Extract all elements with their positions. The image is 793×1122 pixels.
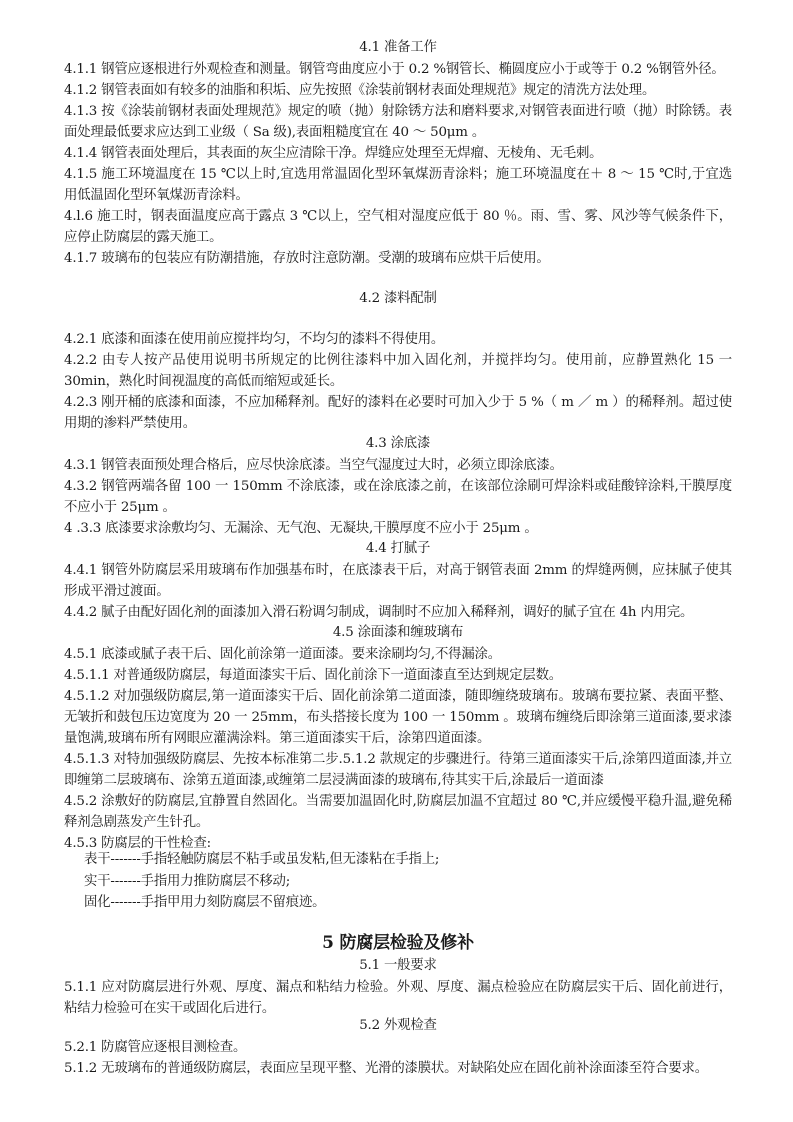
paragraph-5-1-2: 5.1.2 无玻璃布的普通级防腐层，表面应呈现平整、光滑的漆膜状。对缺陷处应在固化前补涂面漆至符合要求。 [64, 1061, 708, 1076]
chapter-title: 5 防腐层检验及修补 [322, 933, 474, 953]
section-4-4 [64, 538, 732, 623]
section-4-2 [64, 288, 732, 310]
section-4-5 [64, 622, 732, 854]
section-4-1 [64, 37, 732, 269]
paragraph-4-4-2: 4.4.2 腻子由配好固化剂的面漆加入滑石粉调匀制成，调制时不应加入稀释剂，调好的腻子宜在 4h 内用完。 [64, 605, 694, 620]
paragraph-4-3-3: 4 .3.3 底漆要求涂敷均匀、无漏涂、无气泡、无凝块,干膜厚度不应小于 25μm 。 [64, 521, 538, 536]
paragraph-4-5-1-1: 4.5.1.1 对普通级防腐层，每道面漆实干后、固化前涂下一道面漆直至达到规定层数。 [64, 668, 562, 683]
paragraph-4-5-1-2: 4.5.1.2 对加强级防腐层,第一道面漆实干后、固化前涂第二道面漆，随即缠绕玻璃布。玻璃布要拉紧、表面平整、无皱折和鼓包压边宽度为 20 一 25mm，布头搭接长度为 100 一 150mm 。玻璃布缠绕后即涂第三道面漆,要求漆量饱满,玻璃布所有网眼应灌满涂料。第三道面漆实干后，涂第四道面漆。 [64, 689, 732, 746]
section-heading: 4.5 涂面漆和缠玻璃布 [332, 625, 464, 640]
paragraph-4-1-2: 4.1.2 钢管表面如有较多的油脂和积垢、应先按照《涂装前钢材表面处理规范》规定的清洗方法处理。 [64, 83, 656, 98]
section-heading: 4.4 打腻子 [365, 541, 431, 556]
section-heading: 4.2 漆料配制 [359, 291, 437, 306]
section-heading: 5.2 外观检查 [359, 1018, 437, 1033]
paragraph-4-1-1: 4.1.1 钢管应逐根进行外观检查和测量。钢管弯曲度应小于 0.2 %钢管长、椭圆度应小于或等于 0.2 %钢管外径。 [64, 62, 725, 77]
paragraph-4-5-2: 4.5.2 涂敷好的防腐层,宜静置自然固化。当需要加温固化时,防腐层加温不宜超过 80 ℃,并应缓慢平稳升温,避免稀释剂急剧蒸发产生针孔。 [64, 794, 732, 830]
paragraph-4-2-3: 4.2.3 刚开桶的底漆和面漆，不应加稀释剂。配好的漆料在必要时可加入少于 5 %（ m ／ m ）的稀释剂。超过使用期的渗料严禁使用。 [64, 395, 732, 431]
paragraph-4-3-2: 4.3.2 钢管两端各留 100 一 150mm 不涂底漆，或在涂底漆之前，在该部位涂刷可焊涂料或硅酸锌涂料,干膜厚度不应小于 25μm 。 [64, 479, 732, 515]
paragraph-4-1-6: 4.l.6 施工时，钢表面温度应高于露点 3 ℃以上，空气相对湿度应低于 80 ％。雨、雪、雾、风沙等气候条件下，应停止防腐层的露天施工。 [64, 209, 732, 245]
section-4-2-body [64, 329, 732, 434]
chapter-5 [64, 931, 732, 1019]
paragraph-4-5-1-3: 4.5.1.3 对特加强级防腐层、先按本标准第二步.5.1.2 款规定的步骤进行。待第三道面漆实干后,涂第四道面漆,并立即缠第二层玻璃布、涂第五道面漆,或缠第二层浸满面漆的玻璃布,待其实干后,涂最后一道面漆 [64, 752, 732, 788]
section-heading: 4.3 涂底漆 [365, 436, 431, 451]
paragraph-4-2-2: 4.2.2 由专人按产品使用说明书所规定的比例往漆料中加入固化剂，并搅拌均匀。使用前，应静置熟化 15 一 30min，熟化时间视温度的高低而缩短或延长。 [64, 353, 732, 389]
paragraph-4-1-3: 4.1.3 按《涂装前钢材表面处理规范》规定的喷（抛）射除锈方法和磨料要求,对钢管表面进行喷（抛）时除锈。表面处理最低要求应达到工业级（ Sa 级),表面粗糙度宜在 40 ～ 50μm 。 [64, 104, 732, 140]
paragraph-4-5-3: 4.5.3 防腐层的干性检查: [64, 836, 211, 851]
paragraph-4-4-1: 4.4.1 钢管外防腐层采用玻璃布作加强基布时，在底漆表干后，对高于钢管表面 2mm 的焊缝两侧，应抹腻子使其形成平滑过渡面。 [64, 563, 732, 599]
paragraph-5-2-1: 5.2.1 防腐管应逐根目测检查。 [64, 1040, 247, 1055]
paragraph-4-1-5: 4.1.5 施工环境温度在 15 ℃以上时,宜选用常温固化型环氧煤沥青涂料；施工环境温度在＋ 8 ～ 15 ℃时,于宜选用低温固化型环氧煤沥青涂料。 [64, 167, 732, 203]
section-5-2 [64, 1015, 732, 1079]
section-heading: 5.1 一般要求 [359, 958, 437, 973]
check-cured: 固化-------手指甲用力刻防腐层不留痕迹。 [84, 895, 326, 910]
paragraph-4-1-4: 4.1.4 钢管表面处理后，其表面的灰尘应清除干净。焊缝应处理至无焊瘤、无棱角、无毛刺。 [64, 146, 603, 161]
paragraph-4-5-1: 4.5.1 底漆或腻子表干后、固化前涂第一道面漆。要来涂刷均匀,不得漏涂。 [64, 647, 501, 662]
section-4-3 [64, 433, 732, 539]
section-heading: 4.1 准备工作 [359, 40, 437, 55]
dryness-check-list [64, 849, 732, 914]
paragraph-5-1-1: 5.1.1 应对防腐层进行外观、厚度、漏点和粘结力检验。外观、厚度、漏点检验应在防腐层实干后、固化前进行，粘结力检验可在实干或固化后进行。 [64, 980, 732, 1016]
paragraph-4-3-1: 4.3.1 钢管表面预处理合格后，应尽快涂底漆。当空气湿度过大时，必须立即涂底漆。 [64, 458, 563, 473]
paragraph-4-2-1: 4.2.1 底漆和面漆在使用前应搅拌均匀，不均匀的漆料不得使用。 [64, 332, 445, 347]
paragraph-4-1-7: 4.1.7 玻璃布的包装应有防潮措施，存放时注意防潮。受潮的玻璃布应烘干后使用。 [64, 251, 550, 266]
check-surface-dry: 表干-------手指轻触防腐层不粘手或虽发粘,但无漆粘在手指上; [84, 852, 440, 867]
check-hard-dry: 实干-------手指用力推防腐层不移动; [84, 873, 291, 889]
